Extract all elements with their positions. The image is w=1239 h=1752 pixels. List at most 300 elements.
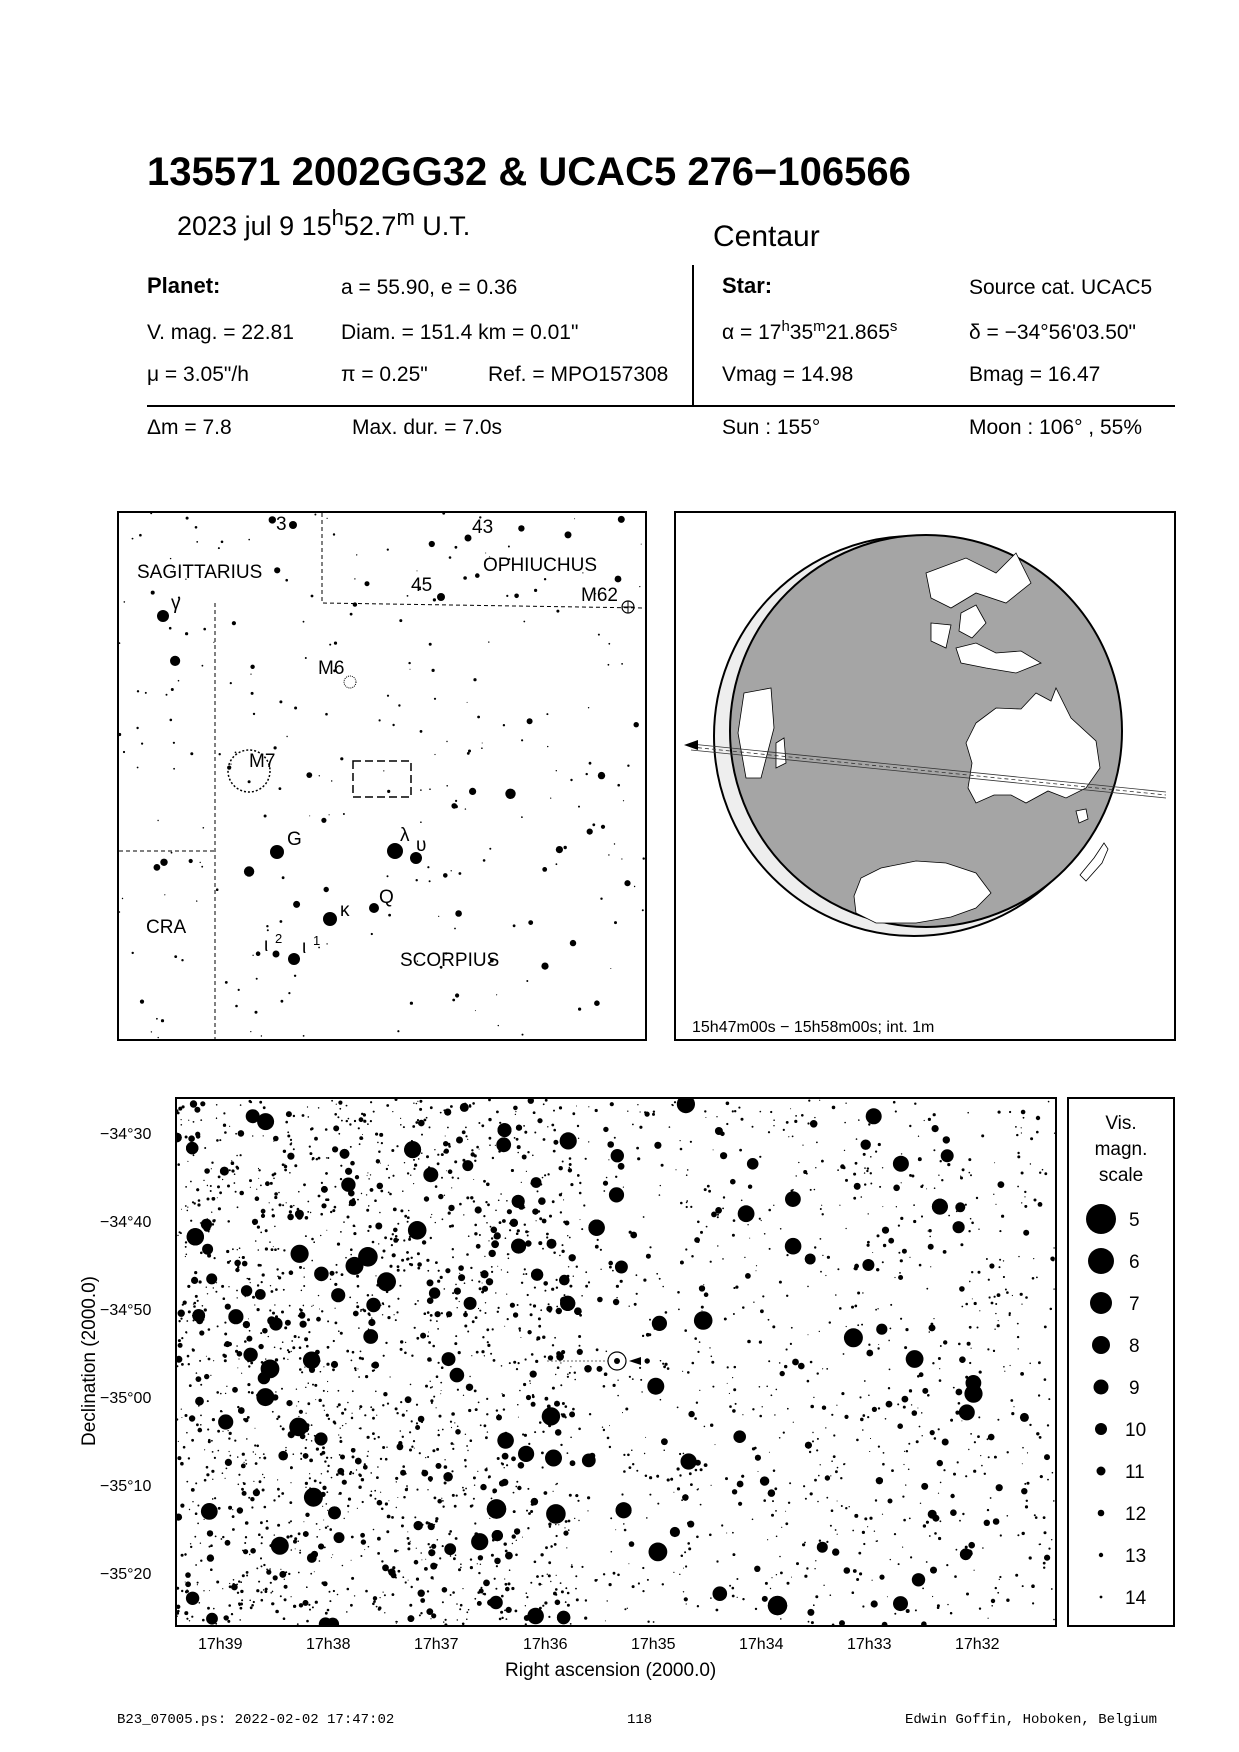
star-dot [859, 1572, 862, 1575]
star-dot [357, 1508, 358, 1509]
star-dot [733, 1553, 736, 1556]
star-dot [641, 1391, 642, 1392]
star-dot [360, 1309, 362, 1311]
star-dot [457, 1177, 459, 1179]
star-dot [190, 1546, 192, 1548]
star-dot [938, 1493, 939, 1494]
star-dot [615, 1529, 616, 1530]
star-dot [288, 1351, 290, 1353]
star-dot [506, 1294, 507, 1295]
star-dot [798, 1162, 799, 1163]
star-dot [326, 943, 327, 944]
star-dot [441, 1177, 443, 1179]
star-dot [344, 1408, 346, 1410]
star-dot [255, 1428, 256, 1429]
star-dot [569, 1494, 572, 1497]
star-dot [332, 1368, 335, 1371]
star-dot [258, 1533, 261, 1536]
star-dot [119, 642, 120, 644]
star-dot [971, 1348, 972, 1349]
star-dot [269, 1568, 271, 1570]
star-dot [680, 1140, 681, 1141]
star-dot [918, 1157, 922, 1161]
star-dot [785, 1522, 788, 1525]
star-dot [438, 1430, 440, 1432]
star-dot [231, 1160, 232, 1161]
star-dot [376, 1159, 379, 1162]
star-dot [720, 1152, 727, 1159]
star-dot [534, 1132, 536, 1134]
star-dot [685, 1565, 687, 1567]
star-dot [752, 1126, 754, 1128]
star-dot [299, 1266, 302, 1269]
star-dot [203, 1180, 204, 1181]
footer-author: Edwin Goffin, Hoboken, Belgium [905, 1712, 1158, 1728]
star-dot [229, 1451, 230, 1452]
star-43 [465, 535, 472, 542]
star-dot [316, 1536, 318, 1538]
star-dot [684, 1597, 688, 1601]
star-dot [477, 1471, 478, 1472]
star-dot [954, 1575, 957, 1578]
star-dot [506, 1149, 508, 1151]
star-dot [309, 815, 310, 816]
star-dot [421, 1559, 422, 1560]
star-dot [449, 1225, 452, 1228]
track-arrow-icon [629, 1357, 641, 1365]
star-dot [287, 1135, 290, 1138]
star-dot [943, 1340, 947, 1344]
star-dot [700, 1231, 703, 1234]
star-dot [830, 1525, 832, 1527]
star-dot [460, 1604, 463, 1607]
star-dot [299, 1410, 303, 1414]
star-dot [615, 1176, 617, 1178]
star-dot [1039, 1436, 1042, 1439]
star-dot [377, 1466, 379, 1468]
star-dot [252, 1296, 255, 1299]
star-dot [452, 1591, 455, 1594]
star-dot [309, 1477, 311, 1479]
star-dot [867, 1416, 869, 1418]
star-dot [792, 1359, 799, 1366]
star-dot [784, 1365, 787, 1368]
scale-dot-12 [1098, 1510, 1105, 1517]
star-dot [844, 1567, 851, 1574]
star-dot [454, 1342, 457, 1345]
star-dot [928, 1229, 931, 1232]
star-dot [1048, 1101, 1050, 1103]
planet-parallax: π = 0.25" [341, 363, 428, 386]
star-dot [555, 1429, 562, 1436]
star-dot [611, 1149, 624, 1162]
star-dot [383, 1592, 384, 1593]
star-dot [432, 1449, 435, 1452]
star-dot [1024, 1483, 1026, 1485]
star-dot [474, 1232, 477, 1235]
star-dot [204, 1147, 206, 1149]
star-dot [271, 1290, 274, 1293]
ytick-4: −35°00 [100, 1390, 152, 1407]
star-dot [681, 1499, 683, 1501]
star-dot [375, 1275, 376, 1276]
star-dot [511, 1169, 514, 1172]
star-dot [208, 1328, 211, 1331]
star-dot [1054, 1133, 1055, 1134]
star-dot [352, 1413, 353, 1414]
star-dot [281, 1388, 283, 1390]
star-dot [855, 1305, 858, 1308]
star-dot [211, 1470, 214, 1473]
star-dot [802, 1543, 805, 1546]
star-dot [286, 1202, 287, 1203]
star-dot [213, 642, 214, 643]
star-dot [405, 1342, 406, 1343]
star-dot [455, 1537, 458, 1540]
star-dot [670, 1478, 673, 1481]
star-dot [1001, 1215, 1004, 1218]
star-dot [370, 1101, 372, 1103]
star-dot [150, 513, 152, 514]
star-dot [726, 1533, 727, 1534]
star-dot [362, 1501, 364, 1503]
star-dot [406, 1488, 408, 1490]
star-dot [759, 1415, 762, 1418]
star-dot [325, 1172, 328, 1175]
star-dot [458, 1265, 464, 1271]
star-dot [188, 1135, 195, 1142]
star-dot [177, 1356, 182, 1363]
star-dot [713, 1149, 714, 1150]
star-dot [776, 1574, 777, 1575]
star-dot [226, 1468, 228, 1470]
star-dot [819, 1100, 820, 1101]
star-dot [831, 1509, 834, 1512]
star-dot [496, 994, 497, 995]
star-dot [656, 1475, 659, 1478]
star-dot [656, 1273, 658, 1275]
star-dot [890, 1328, 892, 1330]
star-dot [739, 1149, 742, 1152]
detail-chart-svg [177, 1099, 1055, 1625]
star-dot [200, 1384, 202, 1386]
star-dot [181, 1417, 182, 1418]
star-dot [391, 1516, 394, 1519]
star-dot [542, 867, 547, 872]
star-dot [378, 1151, 380, 1153]
star-dot [462, 1160, 473, 1171]
star-dot [571, 1564, 572, 1565]
star-dot [228, 1309, 243, 1324]
star-dot [773, 1470, 775, 1472]
star-dot [466, 1611, 468, 1613]
star-dot [458, 1568, 461, 1571]
star-dot [448, 1533, 450, 1535]
star-dot [998, 1111, 1001, 1114]
star-dot [965, 1303, 968, 1306]
star-dot [501, 1365, 502, 1366]
star-dot [473, 1103, 474, 1104]
star-dot [309, 1609, 311, 1611]
star-dot [337, 1243, 340, 1246]
star-dot [438, 1270, 440, 1272]
star-dot [221, 1285, 224, 1288]
star-dot [297, 1245, 299, 1247]
star-dot [518, 525, 524, 531]
star-dot [960, 1549, 972, 1561]
star-dot [575, 1494, 578, 1497]
star-dot [450, 1555, 451, 1556]
star-dot [642, 1590, 644, 1592]
star-dot [930, 1567, 937, 1574]
star-dot [263, 1589, 265, 1591]
star-dot [541, 963, 548, 970]
star-dot [177, 1587, 179, 1590]
event-minute: 52.7 [343, 211, 397, 241]
star-dot [1042, 1169, 1044, 1171]
star-dot [407, 1258, 410, 1261]
star-dot [997, 1324, 1000, 1327]
star-dot [427, 1270, 429, 1272]
star-dot [415, 1303, 417, 1305]
star-dot [516, 1481, 518, 1483]
star-dot [160, 859, 167, 866]
star-dot [181, 1590, 183, 1592]
star-dot [340, 1332, 343, 1335]
star-dot [306, 1345, 309, 1348]
star-dot [476, 1146, 479, 1149]
star-dot [452, 999, 455, 1002]
star-dot [544, 1356, 546, 1358]
star-dot [587, 1510, 588, 1511]
star-dot [463, 576, 467, 580]
star-dot [603, 1385, 606, 1388]
star-dot [452, 1256, 454, 1258]
star-dec: δ = −34°56'03.50" [969, 321, 1137, 344]
star-dot [524, 1224, 526, 1226]
star-dot [887, 1596, 888, 1597]
star-dot [1027, 1452, 1028, 1453]
star-dot [323, 1581, 328, 1586]
star-dot [459, 1608, 461, 1610]
star-dot [669, 1126, 671, 1128]
star-dot [429, 541, 435, 547]
star-dot [858, 1119, 860, 1121]
star-dot [475, 573, 480, 578]
star-dot [207, 1185, 208, 1186]
star-dot [686, 1206, 688, 1208]
star-dot [527, 718, 533, 724]
star-dot [988, 1618, 989, 1619]
star-dot [473, 678, 476, 681]
star-dot [974, 1441, 976, 1443]
star-dot [426, 1155, 429, 1158]
star-dot [400, 1118, 401, 1119]
star-dot [419, 1614, 421, 1616]
star-dot [414, 1327, 416, 1329]
star-dot [287, 1153, 294, 1160]
star-dot [353, 1260, 356, 1263]
star-dot [780, 1371, 785, 1376]
star-dot [396, 1412, 398, 1414]
star-dot [321, 1492, 326, 1497]
star-dot [479, 1149, 480, 1150]
header-rule [147, 405, 1175, 407]
scale-dot-13 [1099, 1553, 1103, 1557]
star-dot [527, 1294, 529, 1296]
star-dot [577, 1125, 579, 1127]
star-dot [582, 1454, 596, 1468]
star-kappa-sco [323, 912, 337, 926]
star-dot [382, 1404, 384, 1406]
star-dot [185, 1331, 187, 1333]
star-dot [997, 1419, 999, 1421]
star-dot [225, 1459, 232, 1466]
star-dot [917, 1408, 918, 1409]
star-dot [530, 1510, 533, 1513]
star-dot [330, 1211, 332, 1213]
star-dot [578, 1008, 581, 1011]
star-dot [613, 1384, 616, 1387]
star-dot [410, 1384, 412, 1386]
star-dot [741, 1475, 744, 1478]
star-dot [455, 1335, 457, 1337]
star-dot [348, 1511, 349, 1512]
star-dot [768, 1489, 775, 1496]
star-dot [393, 1208, 397, 1212]
star-dot [238, 1474, 240, 1476]
star-dot [463, 1312, 468, 1317]
star-dot [603, 1573, 605, 1575]
star-dot [334, 1283, 337, 1286]
star-dot [365, 1375, 368, 1378]
star-dot [437, 1280, 440, 1283]
label-3: 3 [276, 514, 287, 535]
star-dot [629, 1466, 632, 1469]
star-dot [882, 1227, 889, 1234]
star-dot [299, 1603, 303, 1607]
star-dot [212, 1223, 214, 1225]
star-dot [826, 1368, 828, 1370]
star-dot [192, 1348, 194, 1350]
star-dot [556, 1353, 564, 1361]
star-dot [180, 1462, 184, 1466]
star-dot [608, 664, 610, 666]
star-dot [380, 1597, 381, 1598]
star-dot [259, 1264, 262, 1267]
label-45: 45 [411, 575, 433, 596]
star-dot [817, 1372, 819, 1374]
star-dot [282, 876, 285, 879]
star-dot [407, 1221, 409, 1223]
star-dot [923, 1524, 926, 1527]
star-dot [665, 1311, 668, 1314]
star-dot [452, 1292, 454, 1294]
star-dot [459, 1301, 460, 1302]
star-dot [178, 1339, 181, 1342]
star-dot [676, 1169, 677, 1170]
star-dot [939, 1368, 940, 1369]
star-dot [373, 1529, 375, 1531]
star-dot [522, 1034, 524, 1036]
star-dot [351, 1577, 354, 1580]
star-dot [512, 1534, 516, 1538]
star-dot [229, 1260, 231, 1262]
star-dot [474, 1522, 476, 1524]
star-dot [442, 1429, 444, 1431]
star-dot [293, 1148, 295, 1150]
star-dot [670, 1527, 680, 1537]
star-dot [431, 1214, 432, 1215]
star-dot [768, 1209, 771, 1212]
star-dot [875, 1151, 877, 1153]
star-dot [248, 780, 251, 783]
star-dot [342, 1425, 343, 1426]
star-dot [338, 1434, 339, 1435]
star-dot [894, 1533, 896, 1535]
star-dot [436, 1463, 442, 1469]
scale-mag-14: 14 [1125, 1588, 1147, 1609]
star-dot [425, 1457, 426, 1458]
star-dot [207, 1293, 208, 1294]
star-dot [376, 1415, 377, 1416]
star-dot [219, 753, 221, 755]
star-dot [182, 1105, 185, 1108]
star-dot [262, 1489, 265, 1492]
star-dot [647, 1579, 649, 1581]
star-dot [401, 1525, 404, 1528]
star-dot [616, 1285, 619, 1288]
star-dot [347, 1216, 350, 1219]
star-dot [462, 1623, 465, 1626]
star-dot [418, 1120, 425, 1127]
star-dot [293, 1205, 294, 1206]
star-dot [234, 1173, 236, 1175]
star-dot [291, 1596, 292, 1597]
star-dot [965, 1204, 967, 1206]
label-iota2: ι [264, 935, 269, 956]
star-dot [230, 1455, 232, 1457]
star-dot [299, 1550, 301, 1552]
star-dot [177, 1615, 178, 1617]
star-dot [654, 1142, 661, 1149]
star-dot [738, 1205, 755, 1222]
m6-cluster-marker [344, 676, 356, 688]
star-dot [898, 1225, 900, 1227]
star-dot [215, 1291, 217, 1293]
star-dot [699, 1341, 701, 1343]
star-dot [352, 1198, 355, 1201]
star-dot [457, 1619, 458, 1620]
star-dot [1023, 1117, 1025, 1119]
star-dot [545, 1397, 549, 1401]
star-dot [288, 1573, 290, 1575]
star-dot [284, 1598, 287, 1601]
star-dot [566, 1547, 567, 1548]
star-dot [455, 546, 458, 549]
star-dot [195, 526, 198, 529]
star-dot [910, 1355, 911, 1356]
star-dot [559, 1193, 562, 1196]
star-dot [448, 1145, 451, 1148]
star-dot [971, 1271, 973, 1273]
star-dot [950, 1509, 957, 1516]
star-dot [481, 1350, 484, 1353]
star-dot [232, 1528, 235, 1531]
star-dot [207, 1530, 213, 1536]
star-dot [375, 1223, 382, 1230]
star-dot [200, 1415, 202, 1417]
